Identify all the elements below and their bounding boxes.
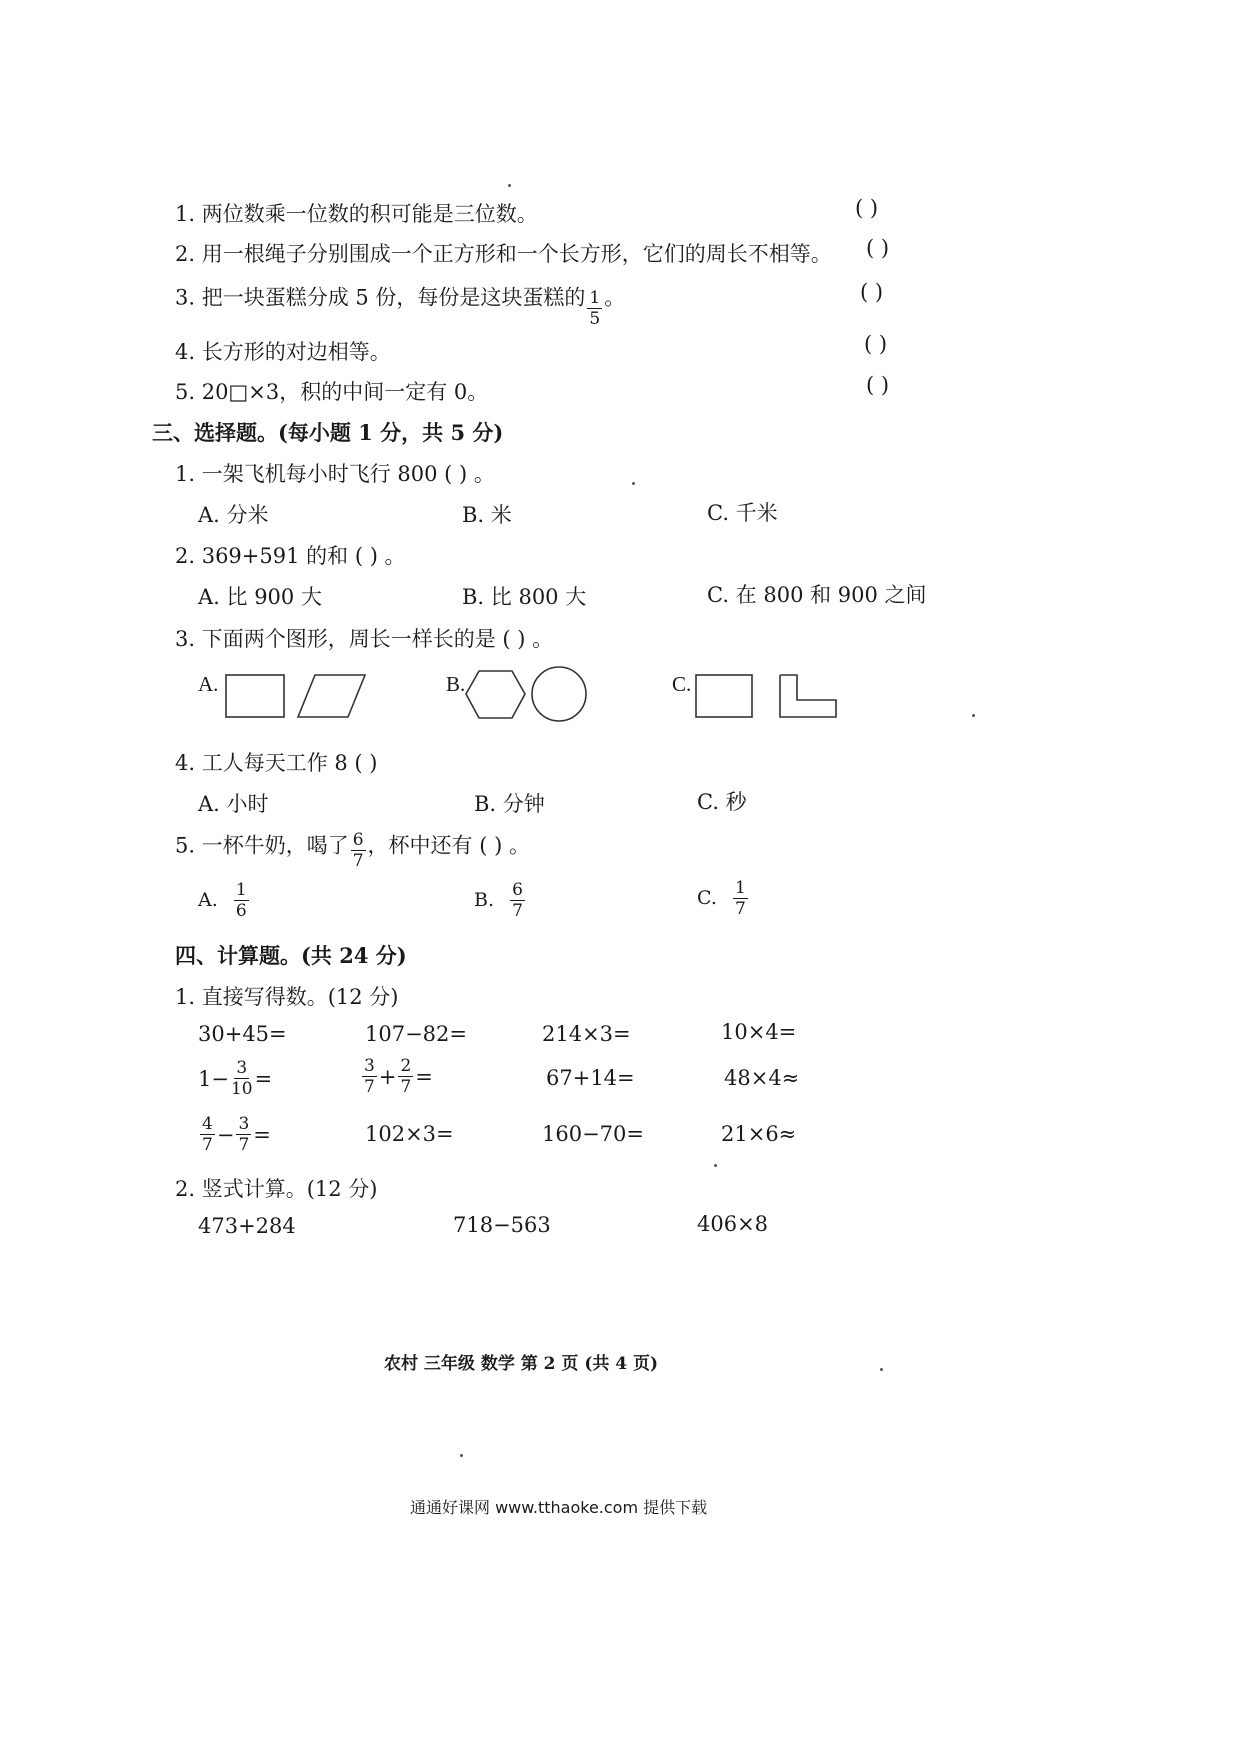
- fraction-denominator: 10: [230, 1079, 253, 1099]
- fraction: [200, 1116, 215, 1154]
- choice-q2-option-b[interactable]: B. 比 800 大: [462, 585, 587, 609]
- fraction: [510, 882, 525, 920]
- section-heading-choice: 三、选择题。(每小题 1 分，共 5 分): [152, 420, 504, 445]
- hexagon-shape: [466, 671, 525, 718]
- judge-item-3-tail: 。: [604, 285, 626, 310]
- option-label: A.: [198, 889, 218, 911]
- scan-speck: [972, 714, 975, 717]
- option-c-figures: [692, 672, 842, 722]
- calc-row3-item2: 102×3=: [365, 1122, 454, 1146]
- calc-row1-item1: 30+45=: [198, 1022, 287, 1046]
- fraction: [362, 1058, 377, 1096]
- option-label: C.: [697, 887, 717, 909]
- fraction: [398, 1058, 413, 1096]
- fraction-denominator: 5: [589, 309, 601, 329]
- choice-q5-option-b[interactable]: [474, 882, 527, 920]
- calc-row2-item2: [360, 1058, 433, 1096]
- scan-speck: [632, 482, 635, 485]
- circle-shape: [532, 667, 586, 721]
- fraction-denominator: 7: [512, 901, 523, 921]
- judge-answer-paren-4[interactable]: ( ): [864, 332, 888, 356]
- scan-speck: [714, 1164, 717, 1167]
- calc-row3-item3: 160−70=: [542, 1122, 644, 1146]
- scan-speck: [508, 184, 511, 187]
- judge-answer-paren-1[interactable]: ( ): [855, 196, 879, 220]
- choice-q3-option-c[interactable]: C.: [672, 672, 692, 696]
- fraction: [234, 882, 249, 920]
- rectangle-shape: [696, 675, 752, 717]
- calc-row3-item1: [198, 1116, 271, 1154]
- choice-q5-option-c[interactable]: [697, 880, 750, 918]
- calc-row2-item1: [198, 1060, 272, 1098]
- fraction-denominator: 7: [364, 1077, 375, 1097]
- section-heading-calc: 四、计算题。(共 24 分): [175, 943, 407, 968]
- choice-q3-stem: 3. 下面两个图形，周长一样长的是 ( ) 。: [175, 627, 554, 651]
- fraction: [587, 290, 602, 328]
- rectangle-shape: [226, 675, 284, 717]
- calc-row1-item4: 10×4=: [721, 1020, 797, 1044]
- calc-row1-item3: 214×3=: [542, 1022, 631, 1046]
- choice-q4-option-b[interactable]: B. 分钟: [474, 792, 545, 816]
- choice-q5-option-a[interactable]: [198, 882, 251, 920]
- fraction-numerator: 1: [589, 288, 601, 308]
- l-shape: [780, 675, 836, 717]
- vertical-calc-1: 473+284: [198, 1214, 296, 1238]
- fraction-denominator: 6: [235, 901, 247, 921]
- fraction: [351, 832, 366, 870]
- calc-row2-item3: 67+14=: [546, 1066, 635, 1090]
- choice-q1-option-b[interactable]: B. 米: [462, 503, 512, 527]
- judge-answer-paren-5[interactable]: ( ): [866, 373, 890, 397]
- fraction-numerator: 1: [235, 880, 247, 900]
- expr-part: 1−: [198, 1067, 229, 1091]
- judge-item-3-text: 3. 把一块蛋糕分成 5 份，每份是这块蛋糕的: [175, 285, 586, 310]
- calc-row1-item2: 107−82=: [365, 1022, 467, 1046]
- choice-q3-option-b[interactable]: B.: [446, 672, 466, 696]
- fraction-numerator: 3: [236, 1058, 248, 1078]
- scan-speck: [880, 1368, 883, 1371]
- judge-answer-paren-3[interactable]: ( ): [860, 280, 884, 304]
- fraction: [733, 880, 748, 918]
- fraction-numerator: 6: [352, 830, 364, 850]
- judge-answer-paren-2[interactable]: ( ): [866, 236, 890, 260]
- calc-sub2-heading: 2. 竖式计算。(12 分): [175, 1177, 378, 1201]
- fraction-numerator: 1: [734, 878, 746, 898]
- choice-q5-stem-tail: ，杯中还有 ( ) 。: [367, 833, 530, 858]
- fraction-denominator: 7: [238, 1135, 250, 1155]
- choice-q4-option-a[interactable]: A. 小时: [198, 792, 269, 816]
- judge-item-5: 5. 20□×3，积的中间一定有 0。: [175, 380, 489, 404]
- choice-q3-option-a[interactable]: A.: [198, 672, 219, 696]
- calc-sub1-heading: 1. 直接写得数。(12 分): [175, 985, 399, 1009]
- expr-part: +: [378, 1065, 397, 1089]
- vertical-calc-3: 406×8: [697, 1212, 769, 1236]
- judge-item-2: 2. 用一根绳子分别围成一个正方形和一个长方形，它们的周长不相等。: [175, 242, 832, 266]
- judge-item-4: 4. 长方形的对边相等。: [175, 340, 391, 364]
- fraction-numerator: 3: [364, 1056, 375, 1076]
- choice-q4-option-c[interactable]: C. 秒: [697, 790, 747, 814]
- fraction: [236, 1116, 251, 1154]
- fraction-denominator: 7: [202, 1135, 213, 1155]
- calc-row3-item4: 21×6≈: [721, 1122, 797, 1146]
- vertical-calc-2: 718−563: [453, 1213, 551, 1237]
- expr-part: =: [254, 1067, 273, 1091]
- choice-q1-stem: 1. 一架飞机每小时飞行 800 ( ) 。: [175, 462, 495, 486]
- download-credit: 通通好课网 www.tthaoke.com 提供下载: [410, 1498, 708, 1517]
- calc-row2-item4: 48×4≈: [724, 1066, 800, 1090]
- fraction-denominator: 7: [352, 851, 364, 871]
- choice-q2-stem: 2. 369+591 的和 ( ) 。: [175, 544, 406, 568]
- option-label: B.: [474, 889, 495, 911]
- parallelogram-shape: [298, 675, 365, 717]
- judge-item-1: 1. 两位数乘一位数的积可能是三位数。: [175, 202, 538, 226]
- choice-q1-option-c[interactable]: C. 千米: [707, 501, 778, 525]
- expr-part: =: [253, 1123, 271, 1147]
- expr-part: =: [415, 1065, 433, 1089]
- page-footer: 农村 三年级 数学 第 2 页 (共 4 页): [384, 1354, 659, 1374]
- fraction-denominator: 7: [734, 899, 746, 919]
- choice-q5-stem-text: 5. 一杯牛奶，喝了: [175, 833, 349, 858]
- fraction-denominator: 7: [400, 1077, 412, 1097]
- option-b-figures: [462, 666, 592, 724]
- choice-q2-option-c[interactable]: C. 在 800 和 900 之间: [707, 583, 927, 607]
- expr-part: −: [216, 1123, 235, 1147]
- option-a-figures: [222, 672, 372, 722]
- choice-q5-stem: [175, 828, 530, 871]
- scan-speck: [460, 1454, 463, 1457]
- judge-item-3: [175, 280, 626, 329]
- choice-q4-stem: 4. 工人每天工作 8 ( ): [175, 751, 378, 775]
- choice-q2-option-a[interactable]: A. 比 900 大: [198, 585, 322, 609]
- fraction-numerator: 4: [202, 1114, 213, 1134]
- fraction-numerator: 6: [512, 880, 523, 900]
- choice-q1-option-a[interactable]: A. 分米: [198, 503, 269, 527]
- fraction-numerator: 2: [400, 1056, 412, 1076]
- fraction-numerator: 3: [238, 1114, 250, 1134]
- fraction: [231, 1060, 253, 1098]
